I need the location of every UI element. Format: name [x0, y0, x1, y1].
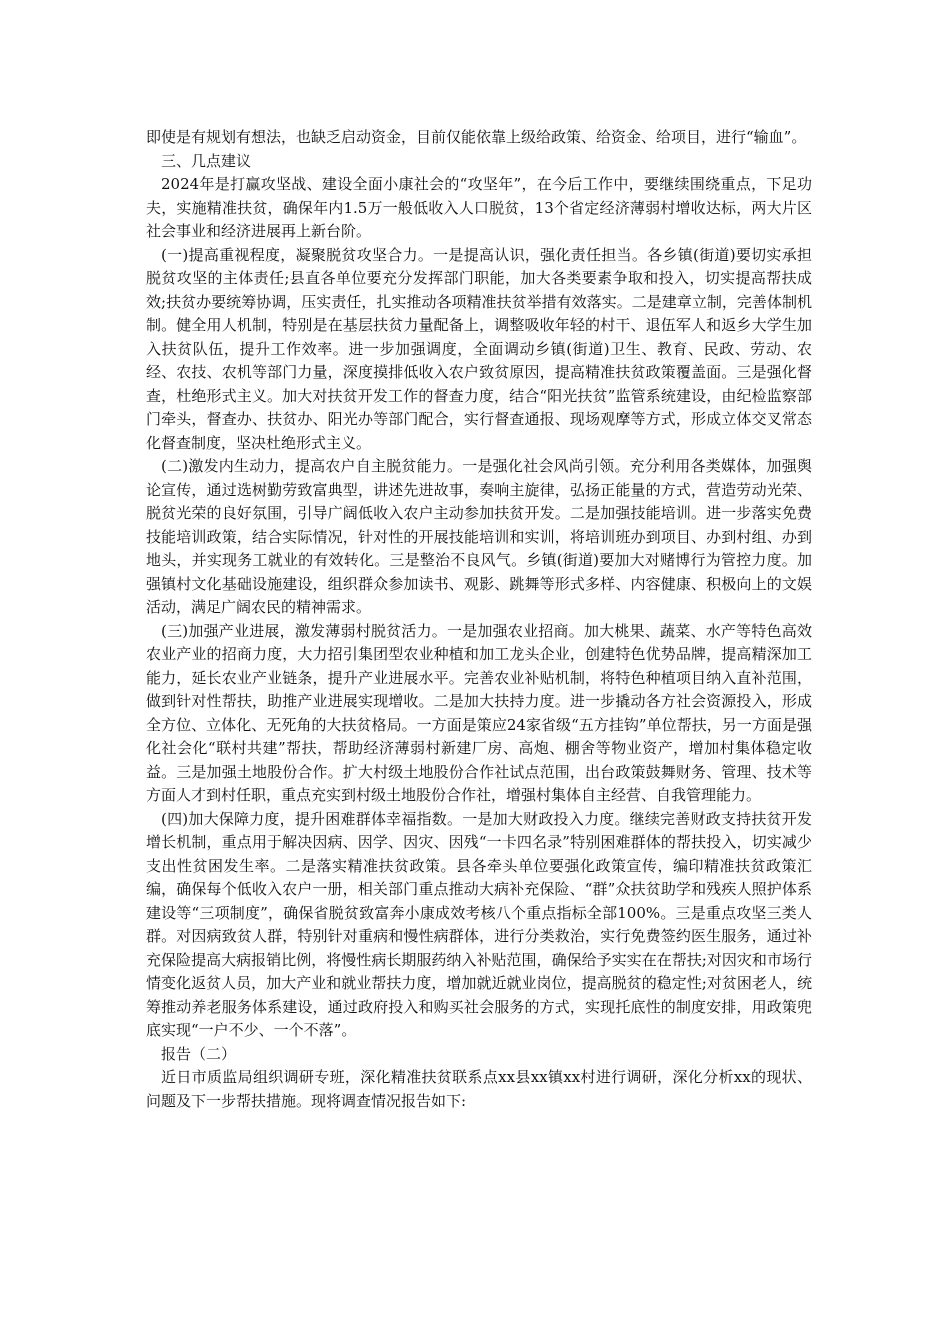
paragraph: (三)加强产业进展，激发薄弱村脱贫活力。一是加强农业招商。加大桃果、蔬菜、水产等特色高效农业产业的招商力度，大力招引集团型农业种植和加工龙头企业，创建特色优势品牌，提高精深加工能力，延长农业产业链条，提升产业进展水平。完善农业补贴机制，将特色种植项目纳入直补范围，做到针对性帮扶，助推产业进展实现增收。二是加大扶持力度。进一步撬动各方社会资源投入，形成全方位、立体化、无死角的大扶贫格局。一方面是策应24家省级“五方挂钩”单位帮扶，另一方面是强化社会化“联村共建”帮扶，帮助经济薄弱村新建厂房、高炮、棚舍等物业资产，增加村集体稳定收益。三是加强土地股份合作。扩大村级土地股份合作社试点范围，出台政策鼓舞财务、管理、技术等方面人才到村任职，重点充实到村级土地股份合作社，增强村集体自主经营、自我管理能力。	[146, 621, 812, 804]
paragraph: 近日市质监局组织调研专班，深化精准扶贫联系点xx县xx镇xx村进行调研，深化分析xx的现状、问题及下一步帮扶措施。现将调查情况报告如下:	[146, 1068, 812, 1110]
paragraph: (四)加大保障力度，提升困难群体幸福指数。一是加大财政投入力度。继续完善财政支持扶贫开发增长机制，重点用于解决因病、因学、因灾、因残“一卡四名录”特别困难群体的帮扶投入，切实减少支出性贫困发生率。二是落实精准扶贫政策。县各牵头单位要强化政策宣传，编印精准扶贫政策汇编，确保每个低收入农户一册，相关部门重点推动大病补充保险、“群”众扶贫助学和残疾人照护体系建设等“三项制度”，确保省脱贫致富奔小康成效考核八个重点指标全部100%。三是重点攻坚三类人群。对因病致贫人群，特别针对重病和慢性病群体，进行分类救治，实行免费签约医生服务，通过补充保险提高大病报销比例，将慢性病长期服药纳入补贴范围，确保给予实实在在帮扶;对因灾和市场行情变化返贫人员，加大产业和就业帮扶力度，增加就近就业岗位，提高脱贫的稳定性;对贫困老人，统筹推动养老服务体系建设，通过政府投入和购买社会服务的方式，实现托底性的制度安排，用政策兜底实现“一户不少、一个不落”。	[146, 809, 812, 1039]
paragraph: 2024年是打赢攻坚战、建设全面小康社会的“攻坚年”，在今后工作中，要继续围绕重点，下足功夫，实施精准扶贫，确保年内1.5万一般低收入人口脱贫，13个省定经济薄弱村增收达标，两大片区社会事业和经济进展再上新台阶。	[146, 175, 812, 240]
paragraph: (二)激发内生动力，提高农户自主脱贫能力。一是强化社会风尚引领。充分利用各类媒体，加强舆论宣传，通过选树勤劳致富典型，讲述先进故事，奏响主旋律，弘扬正能量的方式，营造劳动光荣、脱贫光荣的良好氛围，引导广阔低收入农户主动参加扶贫开发。二是加强技能培训。进一步落实免费技能培训政策，结合实际情况，针对性的开展技能培训和实训，将培训班办到项目、办到村组、办到地头，并实现务工就业的有效转化。三是整治不良风气。乡镇(街道)要加大对赌博行为管控力度。加强镇村文化基础设施建设，组织群众参加读书、观影、跳舞等形式多样、内容健康、积极向上的文娱活动，满足广阔农民的精神需求。	[146, 457, 812, 616]
paragraph: (一)提高重视程度，凝聚脱贫攻坚合力。一是提高认识，强化责任担当。各乡镇(街道)要切实承担脱贫攻坚的主体责任;县直各单位要充分发挥部门职能，加大各类要素争取和投入，切实提高帮扶成效;扶贫办要统筹协调，压实责任，扎实推动各项精准扶贫举措有效落实。二是建章立制，完善体制机制。健全用人机制，特别是在基层扶贫力量配备上，调整吸收年轻的村干、退伍军人和返乡大学生加入扶贫队伍，提升工作效率。进一步加强调度，全面调动乡镇(街道)卫生、教育、民政、劳动、农经、农技、农机等部门力量，深度摸排低收入农户致贫原因，提高精准扶贫政策覆盖面。三是强化督查，杜绝形式主义。加大对扶贫开发工作的督查力度，结合“阳光扶贫”监管系统建设，由纪检监察部门牵头，督查办、扶贫办、阳光办等部门配合，实行督查通报、现场观摩等方式，形成立体交叉常态化督查制度，坚决杜绝形式主义。	[146, 245, 812, 452]
paragraph: 即使是有规划有想法，也缺乏启动资金，目前仅能依靠上级给政策、给资金、给项目，进行“输血”。	[146, 128, 807, 146]
section-heading: 报告（二）	[161, 1044, 237, 1063]
document-page	[146, 126, 812, 1113]
section-heading: 三、几点建议	[161, 151, 252, 170]
